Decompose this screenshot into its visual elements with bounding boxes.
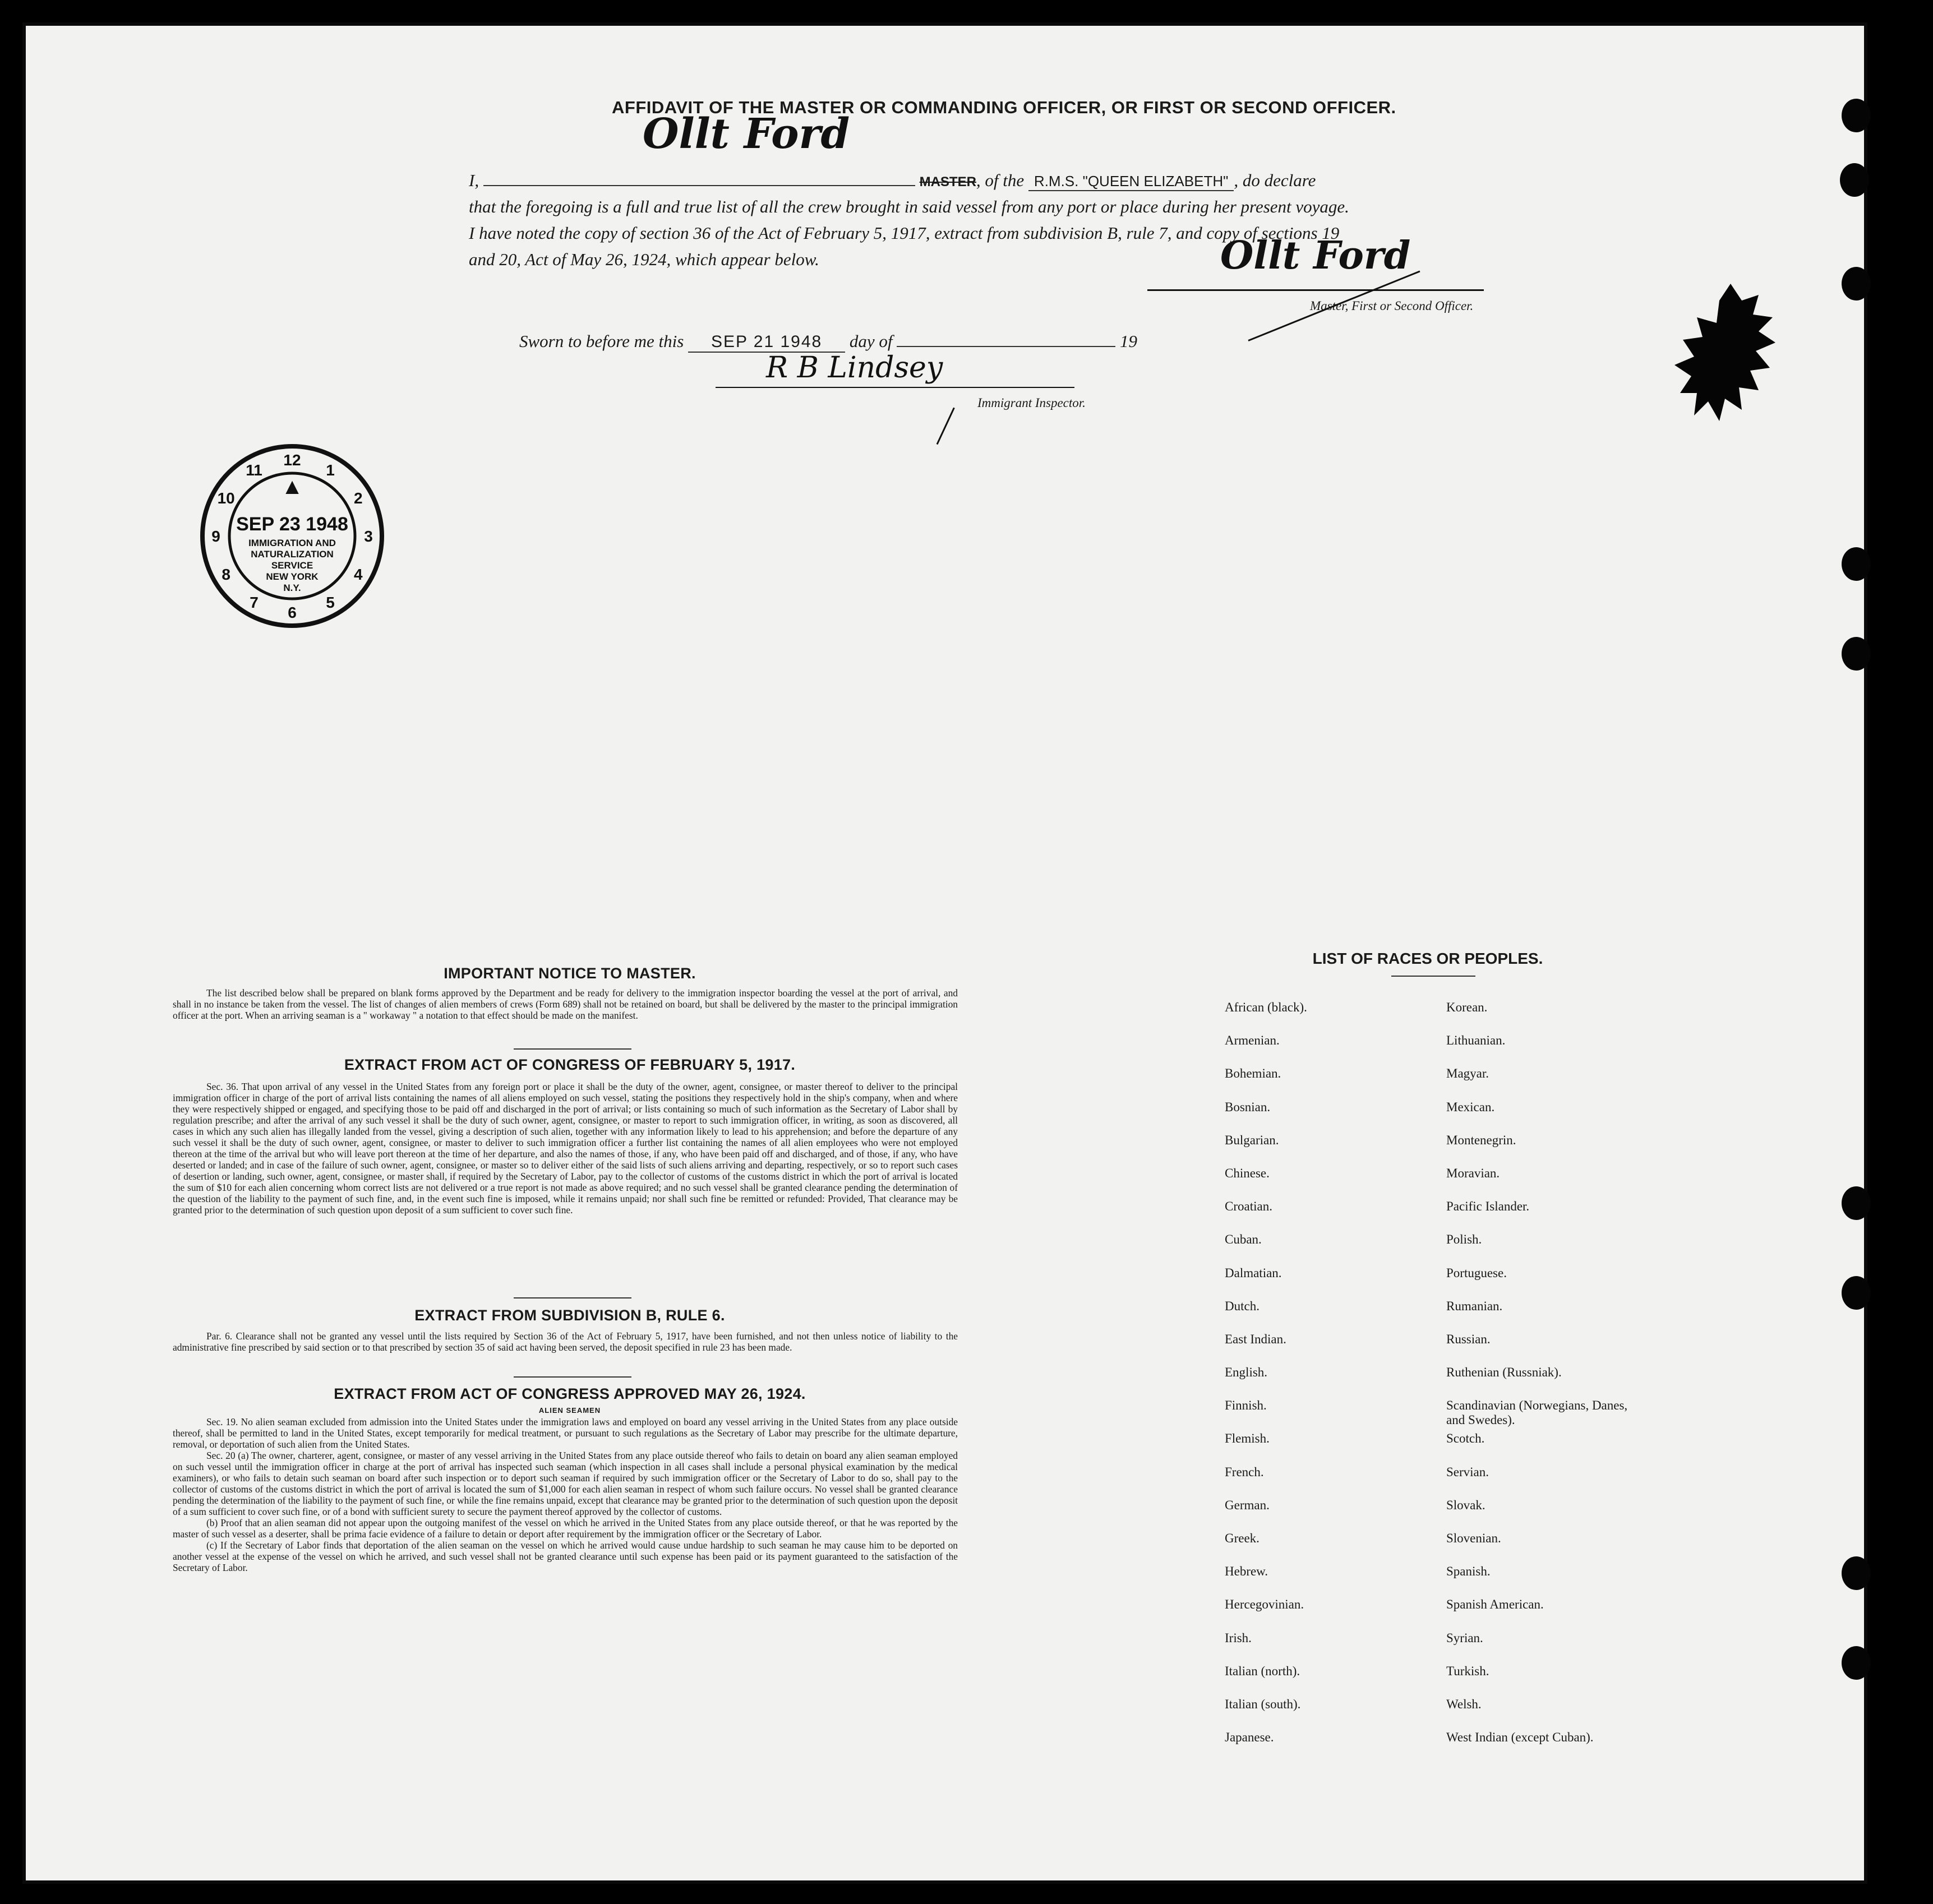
race-item: Turkish. [1446,1663,1489,1678]
extract-b-body [173,1330,958,1353]
races-column-2 [1446,1000,1648,1763]
stamp-hour-10: 10 [217,489,235,507]
stamp-hour-12: 12 [283,451,301,469]
race-item: Irish. [1225,1630,1252,1645]
race-item: Bosnian. [1225,1099,1271,1114]
extract-1924-subtitle: ALIEN SEAMEN [538,1406,601,1415]
punch-hole-4 [1842,547,1871,581]
race-item: Japanese. [1225,1730,1274,1745]
race-item: Scandinavian (Norwegians, Danes, and Swedes). [1446,1398,1628,1427]
sec-36-paragraph: Sec. 36. That upon arrival of any vessel in the United States from any foreign port or place it shall be the duty of the owner, agent, consignee, or master thereof to deliver to the principal immigration officer in charge of the port of arrival lists containing the names of all aliens employed on such vessel, stating the positions they respectively hold in the ship's company, when and where they were respectively shipped or engaged, and specifying those to be paid off and discharged in the port of arrival; or lists containing so much of such information as the Secretary of Labor shall by regulation prescribe; and after the arrival of any such vessel it shall be the duty of such owner, agent, consignee, or master to report to such immigration officer, in writing, as soon as discovered, all cases in which any such alien has illegally landed from the vessel, giving a description of such alien, together with any information likely to lead to his apprehension; and before the departure of any such vessel it shall be the duty of such owner, agent, consignee, or master to deliver to such immigration officer a further list containing the names of all alien employees who were not employed thereon at the time of the arrival but who will leave port thereon at the time of her departure, and also the names of those, if any, who have been paid off and discharged, and of those, if any, who have deserted or landed; and in case of the failure of such owner, agent, consignee, or master so to deliver either of the said lists of such aliens arriving and departing, respectively, or so to report such cases of desertion or landing, such owner, agent, consignee, or master shall, if required by the Secretary of Labor, pay to the collector of customs of the customs district in which the port of arrival is located the sum of $10 for each alien concerning whom correct lists are not delivered or a true report is not made as above required; and no such vessel shall be granted clearance pending the determination of the question of the liability to the payment of such fine, and, in the event such fine is imposed, while it remains unpaid; nor shall such fine be remitted or refunded: Provided, That clearance may be granted prior to the determination of such question upon deposit of a sum sufficient to cover such fine. [173,1081,958,1216]
sworn-month-blank [897,346,1115,347]
divider-3 [514,1376,631,1378]
divider-1 [514,1048,631,1050]
race-item: Moravian. [1446,1166,1500,1180]
notice-title: IMPORTANT NOTICE TO MASTER. [444,965,696,982]
race-item: West Indian (except Cuban). [1446,1730,1594,1745]
vessel-name: R.M.S. "QUEEN ELIZABETH" [1028,173,1234,191]
master-signature: Ollt Ford [1220,233,1411,278]
race-item: Spanish American. [1446,1597,1544,1612]
inspector-signature: R B Lindsey [766,351,943,385]
sec-19-paragraph: Sec. 19. No alien seaman excluded from admission into the United States under the immigration laws and employed on board any vessel arriving in the United States from any place outside thereof, shall be permitted to land in the United States, except temporarily for medical treatment, or pursuant to such regulations as the Secretary of Labor may prescribe for the ultimate departure, removal, or deportation of such alien from the United States. [173,1416,958,1450]
affidavit-line-4: and 20, Act of May 26, 1924, which appear below. [469,249,819,269]
sworn-date-blank [688,331,845,353]
race-item: Portuguese. [1446,1265,1507,1280]
divider-2 [514,1297,631,1298]
stamp-hour-11: 11 [246,461,262,479]
affidavit-title: AFFIDAVIT OF THE MASTER OR COMMANDING OFFICER, OR FIRST OR SECOND OFFICER. [612,98,1396,117]
race-item: Spanish. [1446,1564,1491,1579]
wax-seal-blot [1669,272,1787,486]
race-item: Rumanian. [1446,1298,1503,1313]
line1-suffix: , do declare [1234,170,1316,190]
sec-20c-paragraph: (c) If the Secretary of Labor finds that deportation of the alien seaman on the vessel on which he arrived would cause undue hardship to such seaman he may cause him to be deported on another vessel at the expense of the vessel on which he arrived, and such vessel shall not be granted clearance until such expense has been paid or its payment guaranteed to the satisfaction of the Secretary of Labor. [173,1540,958,1573]
race-item: Welsh. [1446,1697,1482,1711]
master-signature-line [1147,289,1484,291]
race-item: Bulgarian. [1225,1133,1279,1147]
extract-1917-title: EXTRACT FROM ACT OF CONGRESS OF FEBRUARY 5, 1917. [344,1056,796,1073]
master-struck: MASTER [919,174,976,190]
race-item: Dutch. [1225,1298,1260,1313]
punch-hole-2 [1840,163,1869,197]
sworn-prefix: Sworn to before me this [519,331,684,351]
stamp-line-3: SERVICE [271,560,313,571]
race-item: Flemish. [1225,1431,1270,1446]
race-item: Montenegrin. [1446,1133,1516,1147]
extract-1924-title: EXTRACT FROM ACT OF CONGRESS APPROVED MAY 26, 1924. [334,1385,806,1402]
stamp-line-1: IMMIGRATION AND [248,538,336,548]
race-item: Mexican. [1446,1099,1495,1114]
race-item: Dalmatian. [1225,1265,1282,1280]
race-item: Chinese. [1225,1166,1270,1180]
race-item: Russian. [1446,1332,1491,1346]
race-item: Italian (south). [1225,1697,1301,1711]
races-column-1 [1225,1000,1307,1763]
sworn-year: 19 [1119,331,1137,351]
stamp-date: SEP 23 1948 [236,514,348,535]
race-item: German. [1225,1498,1270,1512]
race-item: Bohemian. [1225,1066,1281,1081]
immigration-postmark-stamp [197,441,387,631]
race-item: East Indian. [1225,1332,1286,1346]
races-divider [1391,976,1475,977]
race-item: Croatian. [1225,1199,1272,1214]
extract-1917-body [173,1081,958,1216]
notice-paragraph: The list described below shall be prepared on blank forms approved by the Department and be ready for delivery to the immigration inspector boarding the vessel at the port of arrival, and shall in no instance be taken from the vessel. The list of changes of alien members of crews (Form 689) shall not be retained on board, but shall be delivered by the master to the principal immigration officer at the port. When an arriving seaman is a " workaway " a notation to that effect should be made on the manifest. [173,987,958,1021]
punch-hole-7 [1842,1276,1871,1310]
punch-hole-1 [1842,99,1871,132]
notice-body [173,987,958,1021]
punch-hole-3 [1842,267,1871,301]
extract-1924-body [173,1416,958,1573]
punch-hole-6 [1842,1186,1871,1220]
race-item: Slovak. [1446,1498,1485,1512]
stamp-line-5: N.Y. [283,583,301,593]
race-item: Finnish. [1225,1398,1267,1413]
stamp-hour-3: 3 [364,528,373,545]
race-item: African (black). [1225,1000,1307,1014]
stamp-hour-5: 5 [326,593,335,611]
signature-name: Ollt Ford [643,110,850,158]
stamp-arrow-icon: ▲ [281,474,303,499]
race-item: Hebrew. [1225,1564,1268,1579]
sworn-line [519,331,1137,353]
punch-hole-9 [1842,1646,1871,1680]
stamp-hour-7: 7 [250,593,259,611]
stamp-hour-4: 4 [354,566,363,583]
race-item: Hercegovinian. [1225,1597,1304,1612]
race-item: Lithuanian. [1446,1033,1506,1048]
races-title: LIST OF RACES OR PEOPLES. [1312,950,1543,967]
stamp-hour-8: 8 [222,566,230,583]
race-item: Korean. [1446,1000,1488,1014]
race-item: Cuban. [1225,1232,1262,1247]
punch-hole-8 [1842,1556,1871,1590]
race-item: Scotch. [1446,1431,1485,1446]
race-item: French. [1225,1464,1264,1479]
affidavit-line-1 [469,170,1316,191]
inspector-signature-line [716,387,1074,388]
stamp-line-4: NEW YORK [266,571,319,582]
race-item: Italian (north). [1225,1663,1300,1678]
stamp-hour-1: 1 [326,461,335,479]
name-blank [483,185,915,186]
sec-20b-paragraph: (b) Proof that an alien seaman did not appear upon the outgoing manifest of the vessel on which he arrived in the United States from any place outside thereof, or that he was reported by the master of such vessel as a deserter, shall be prima facie evidence of a failure to detain or deport after requirement by the immigration officer or the Secretary of Labor. [173,1517,958,1540]
race-item: Ruthenian (Russniak). [1446,1365,1562,1380]
race-item: Greek. [1225,1531,1260,1545]
line1-prefix: I, [469,170,479,190]
extract-b-title: EXTRACT FROM SUBDIVISION B, RULE 6. [414,1307,725,1324]
sworn-mid: day of [849,331,893,351]
race-item: Armenian. [1225,1033,1280,1048]
stamp-hour-6: 6 [288,604,297,621]
line1-mid: , of the [976,170,1025,190]
race-item: Polish. [1446,1232,1482,1247]
stamp-hour-2: 2 [354,489,363,507]
stamp-line-2: NATURALIZATION [251,549,334,560]
affidavit-line-2: that the foregoing is a full and true list of all the crew brought in said vessel from any port or place during her present voyage. [469,197,1349,216]
affidavit-line-3: I have noted the copy of section 36 of the Act of February 5, 1917, extract from subdivision B, rule 7, and copy of sections 19 [469,223,1340,243]
sworn-date: SEP 21 1948 [711,332,823,351]
race-item: Syrian. [1446,1630,1483,1645]
sec-20a-paragraph: Sec. 20 (a) The owner, charterer, agent, consignee, or master of any vessel arriving in the United States from any place outside thereof who fails to detain on board any alien seaman employed on such vessel until the immigration officer in charge at the port of arrival has inspected such seaman (which inspection in all cases shall include a personal physical examination by the medical examiners), or who fails to detain such seaman on board after such inspection or to deport such seaman if required by such immigration officer or the Secretary of Labor to do so, shall pay to the collector of customs of the customs district in which the port of arrival is located the sum of $1,000 for each alien seaman in respect of whom such failure occurs. No vessel shall be granted clearance pending the determination of the liability to the payment of such fine, or while the fine remains unpaid, except that clearance may be granted prior to the determination of such question upon the deposit of a sum sufficient to cover such fine, or of a bond with sufficient surety to secure the payment thereof approved by the collector of customs. [173,1450,958,1517]
inspector-label: Immigrant Inspector. [977,396,1086,410]
par-6-paragraph: Par. 6. Clearance shall not be granted any vessel until the lists required by Section 36 of the Act of February 5, 1917, have been furnished, and not then unless notice of liability to the administrative fine prescribed by said section or to that prescribed by section 35 of said act having been served, the deposit specified in rule 23 has been made. [173,1330,958,1353]
master-label: Master, First or Second Officer. [1310,299,1474,313]
race-item: Magyar. [1446,1066,1489,1081]
stamp-hour-9: 9 [211,528,220,545]
race-item: Pacific Islander. [1446,1199,1530,1214]
race-item: Slovenian. [1446,1531,1501,1545]
race-item: English. [1225,1365,1268,1380]
document-sheet [22,22,1867,1884]
pen-tick [936,408,955,445]
punch-hole-5 [1842,637,1871,671]
race-item: Servian. [1446,1464,1489,1479]
